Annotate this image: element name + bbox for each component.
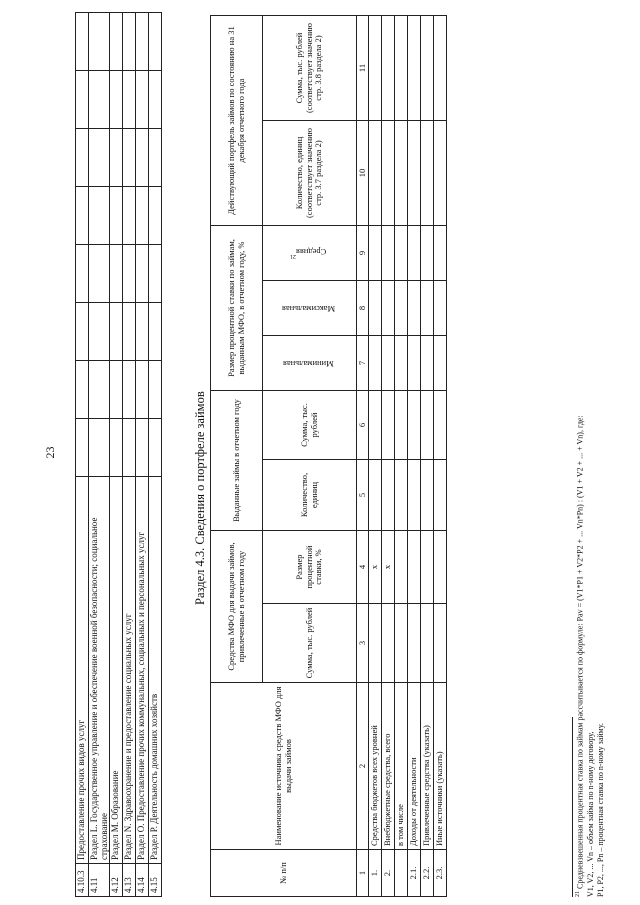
header-num: № п/п xyxy=(211,850,357,897)
header-rate-min: Минимальная xyxy=(263,336,357,391)
page-number: 23 xyxy=(43,446,57,459)
table-row: 4.14 Раздел O. Предоставление прочих коммунальных, социальных и персональных услуг xyxy=(136,13,149,897)
footnote-line-1: $^{21}$ Средневзвешенная процентная ставка по займам рассчитывается по формуле: Pav = (V1*P1 + V2*P2 + ... Vn*Pn) : (V1 + V2 + ... + Vn), где: xyxy=(575,415,585,897)
table-row: 4.10.3 Предоставление прочих видов услуг xyxy=(76,13,89,897)
header-funds-rate: Размер процентной ставки, % xyxy=(263,531,357,604)
section-title: Раздел 4.3. Сведения о портфеле займов xyxy=(193,391,207,605)
header-source: Наименование источника средств МФО для выдачи займов xyxy=(211,683,357,850)
loan-portfolio-table xyxy=(210,15,447,897)
header-portfolio-group: Действующий портфель займов по состоянию на 31 декабря отчетного года xyxy=(211,16,263,226)
table-row: 1. Средства бюджетов всех уровней x xyxy=(369,16,382,897)
header-rate-group: Размер процентной ставки по займам, выданным МФО, в отчетном году, % xyxy=(211,226,263,391)
table-row: 4.12 Раздел M. Образование xyxy=(110,13,123,897)
footnote xyxy=(575,17,606,897)
header-portfolio-sum: Сумма, тыс. рублей (соответствует значению стр. 3.8 раздела 2) xyxy=(263,16,357,121)
table-row: 4.15 Раздел P. Деятельность домашних хозяйств xyxy=(149,13,162,897)
table-row: 4.13 Раздел N. Здравоохранение и предоставление социальных услуг xyxy=(123,13,136,897)
footnote-divider xyxy=(572,717,573,897)
header-row-1 xyxy=(211,16,263,897)
table-row: 2.1. Доходы от деятельности xyxy=(408,16,421,897)
activity-table-continuation xyxy=(75,12,162,897)
table-row: 2. Внебюджетные средства, всего x xyxy=(382,16,395,897)
footnote-line-3: P1, P2, ..., Pn – процентная ставка по n-ному займу. xyxy=(595,723,605,897)
table-row: 2.2. Привлеченные средства (указать) xyxy=(421,16,434,897)
footnote-line-2: V1, V2, ... Vn – объем займа по n-ному договору, xyxy=(585,731,595,897)
header-funds-group: Средства МФО для выдачи займов, привлеченные в отчетном году xyxy=(211,531,263,683)
header-portfolio-count: Количество, единиц (соответствует значению стр. 3.7 раздела 2) xyxy=(263,121,357,226)
header-rate-max: Максимальная xyxy=(263,281,357,336)
header-loans-count: Количество, единиц xyxy=(263,460,357,531)
table-row: 2.3. Иные источники (указать) xyxy=(434,16,447,897)
header-funds-sum: Сумма, тыс. рублей xyxy=(263,604,357,683)
header-rate-avg: Средняя$^{21}$ xyxy=(263,226,357,281)
header-loans-sum: Сумма, тыс. рублей xyxy=(263,391,357,460)
column-number-row: 1 2 3 4 5 6 7 8 9 10 11 xyxy=(357,16,369,897)
table-row: в том числе xyxy=(395,16,408,897)
table-row: 4.11 Раздел L. Государственное управление и обеспечение военной безопасности; социальное страхование xyxy=(89,13,110,897)
header-loans-group: Выданные займы в отчетном году xyxy=(211,391,263,531)
